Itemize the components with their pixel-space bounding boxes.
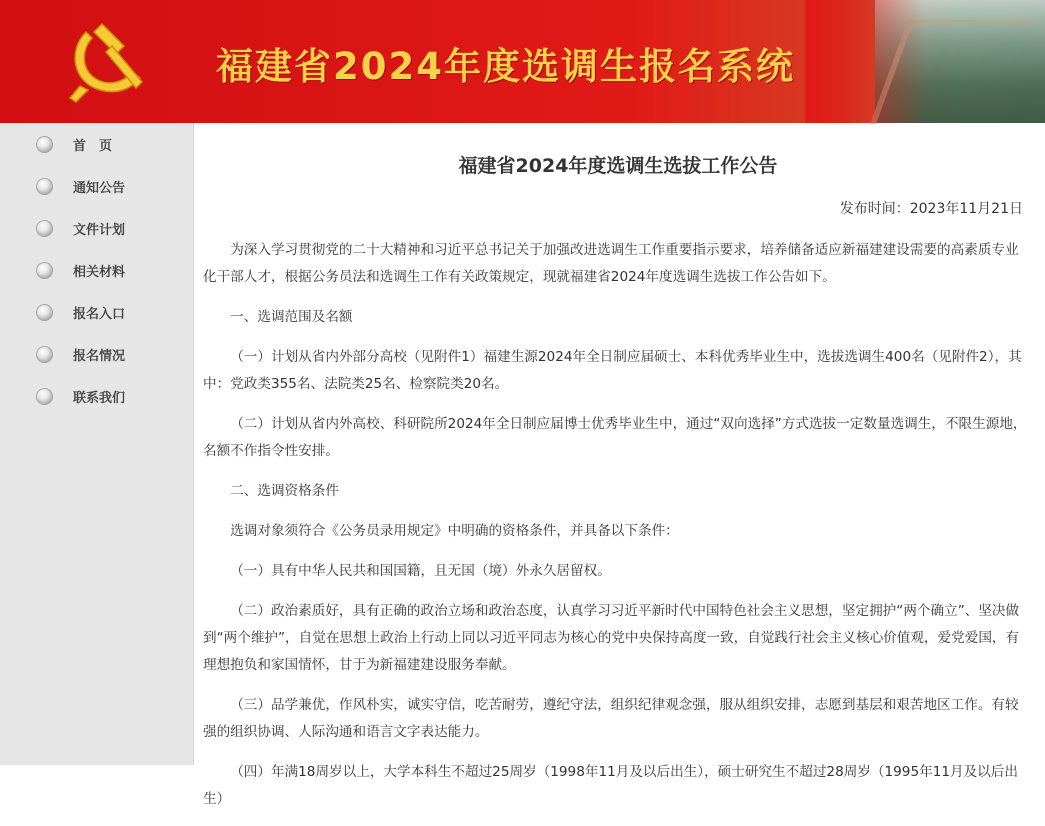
- site-title: 福建省2024年度选调生报名系统: [216, 45, 795, 88]
- paragraph: （一）具有中华人民共和国国籍，且无国（境）外永久居留权。: [230, 563, 611, 579]
- main-content: [203, 123, 1033, 807]
- sidebar-item-label: 报名情况: [73, 349, 126, 364]
- sidebar-item-label: 通知公告: [73, 181, 126, 196]
- article-body: [203, 237, 1029, 826]
- article-title: 福建省2024年度选调生选拔工作公告: [458, 155, 778, 177]
- paragraph: 选调对象须符合《公务员录用规定》中明确的资格条件，并具备以下条件：: [230, 523, 679, 539]
- sidebar-nav: [0, 123, 194, 765]
- paragraph: （一）计划从省内外部分高校（见附件1）福建生源2024年全日制应届硕士、本科优秀毕业生中，选拔选调生400名（见附件2），其中：党政类355名、法院类25名、检察院类20名。: [203, 349, 1022, 392]
- paragraph: （二）政治素质好，具有正确的政治立场和政治态度，认真学习习近平新时代中国特色社会主义思想，坚定拥护“两个确立”、坚决做到“两个维护”，自觉在思想上政治上行动上同以习近平同志为核心的党中央保持高度一致，自觉践行社会主义核心价值观，爱党爱国，有理想抱负和家国情怀，甘于为新福建建设服务奉献。: [203, 603, 1020, 673]
- sidebar-item-label: 联系我们: [73, 391, 126, 406]
- section-heading: 一、选调范围及名额: [230, 309, 353, 325]
- sidebar-item-materials[interactable]: [0, 252, 193, 288]
- sidebar-item-home[interactable]: [0, 126, 193, 162]
- sidebar-item-documents[interactable]: [0, 210, 193, 246]
- sidebar-item-label: 文件计划: [73, 223, 126, 238]
- bullet-icon: [36, 388, 53, 405]
- paragraph: （三）品学兼优，作风朴实，诚实守信，吃苦耐劳，遵纪守法，组织纪律观念强，服从组织安排，志愿到基层和艰苦地区工作。有较强的组织协调、人际沟通和语言文字表达能力。: [203, 697, 1019, 740]
- bullet-icon: [36, 346, 53, 363]
- bullet-icon: [36, 220, 53, 237]
- bullet-icon: [36, 262, 53, 279]
- banner-fade: [805, 0, 925, 123]
- publish-date: 发布时间：2023年11月21日: [839, 201, 1023, 217]
- section-heading: 二、选调资格条件: [230, 483, 339, 499]
- bullet-icon: [36, 136, 53, 153]
- sidebar-item-notices[interactable]: [0, 168, 193, 204]
- sidebar-item-label: 报名入口: [73, 307, 126, 322]
- paragraph: （四）年满18周岁以上，大学本科生不超过25周岁（1998年11月及以后出生），硕士研究生不超过28周岁（1995年11月及以后出生）: [203, 764, 1018, 807]
- sidebar-item-label: 首 页: [73, 139, 113, 154]
- sidebar-item-label: 相关材料: [73, 265, 126, 280]
- sidebar-item-status[interactable]: [0, 336, 193, 372]
- bullet-icon: [36, 304, 53, 321]
- bullet-icon: [36, 178, 53, 195]
- paragraph: 为深入学习贯彻党的二十大精神和习近平总书记关于加强改进选调生工作重要指示要求，培养储备适应新福建建设需要的高素质专业化干部人才，根据公务员法和选调生工作有关政策规定，现就福建省2024年度选调生选拔工作公告如下。: [203, 242, 1019, 285]
- header-banner: [0, 0, 1045, 123]
- sidebar-item-registration[interactable]: [0, 294, 193, 330]
- sidebar-item-contact[interactable]: [0, 378, 193, 414]
- party-emblem-icon: [66, 16, 150, 102]
- paragraph: （二）计划从省内外高校、科研院所2024年全日制应届博士优秀毕业生中，通过“双向选择”方式选拔一定数量选调生，不限生源地，名额不作指令性安排。: [203, 416, 1027, 459]
